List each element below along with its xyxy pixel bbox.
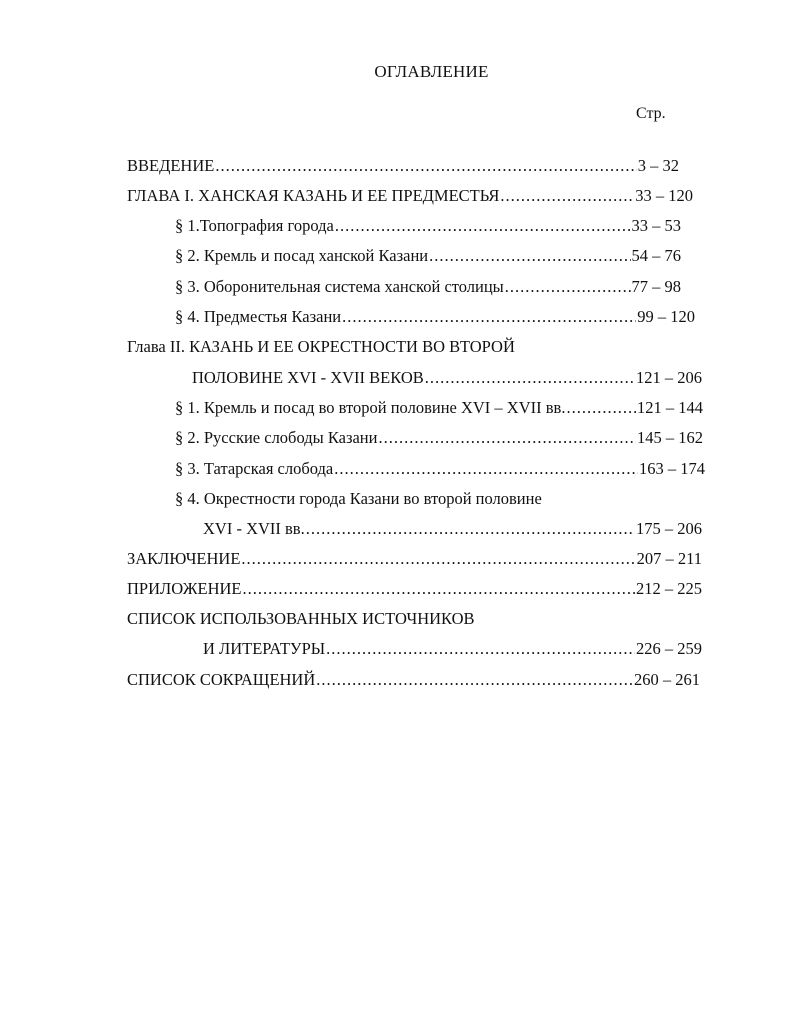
leader-dots bbox=[316, 670, 633, 690]
toc-entry-label: ПРИЛОЖЕНИЕ bbox=[127, 579, 242, 598]
leader-dots bbox=[241, 549, 635, 569]
toc-entry-label: ГЛАВА I. ХАНСКАЯ КАЗАНЬ И ЕЕ ПРЕДМЕСТЬЯ bbox=[127, 186, 500, 205]
toc-entry-abbreviations bbox=[127, 670, 700, 690]
toc-entry-sources-line-2 bbox=[203, 639, 702, 659]
leader-dots bbox=[378, 428, 636, 448]
toc-entry-label: ЗАКЛЮЧЕНИЕ bbox=[127, 549, 241, 568]
toc-entry-label: § 1. Кремль и посад во второй половине XVI – XVII вв. bbox=[175, 398, 566, 417]
toc-entry-ch2-section-4-line-1: § 4. Окрестности города Казани во второй половине bbox=[175, 489, 542, 508]
leader-dots bbox=[326, 639, 635, 659]
leader-dots bbox=[342, 307, 636, 327]
toc-entry-label: ВВЕДЕНИЕ bbox=[127, 156, 215, 175]
toc-entry-label: § 3. Татарская слобода bbox=[175, 459, 334, 478]
toc-entry-sources-line-1: СПИСОК ИСПОЛЬЗОВАННЫХ ИСТОЧНИКОВ bbox=[127, 609, 475, 628]
toc-entry-introduction bbox=[127, 156, 679, 176]
toc-entry-label: § 2. Русские слободы Казани bbox=[175, 428, 378, 447]
leader-dots bbox=[425, 368, 635, 388]
toc-entry-label: § 2. Кремль и посад ханской Казани bbox=[175, 246, 429, 265]
toc-entry-pages: 175 – 206 bbox=[636, 519, 702, 538]
leader-dots bbox=[500, 186, 634, 206]
toc-entry-pages: 77 – 98 bbox=[631, 277, 681, 296]
toc-entry-label: И ЛИТЕРАТУРЫ bbox=[203, 639, 326, 658]
toc-entry-appendix bbox=[127, 579, 702, 599]
leader-dots bbox=[334, 459, 638, 479]
toc-entry-ch2-section-4-line-2 bbox=[203, 519, 702, 539]
leader-dots bbox=[306, 519, 635, 539]
toc-entry-pages: 33 – 53 bbox=[631, 216, 681, 235]
toc-title: ОГЛАВЛЕНИЕ bbox=[374, 62, 489, 81]
toc-entry-pages: 207 – 211 bbox=[636, 549, 702, 568]
toc-entry-ch1-section-2 bbox=[175, 246, 681, 266]
toc-entry-chapter-2-line-2 bbox=[192, 368, 702, 388]
toc-entry-ch1-section-4 bbox=[175, 307, 695, 327]
toc-entry-label: СПИСОК СОКРАЩЕНИЙ bbox=[127, 670, 316, 689]
toc-entry-conclusion bbox=[127, 549, 702, 569]
page-column-label: Стр. bbox=[636, 105, 666, 122]
toc-entry-ch2-section-3 bbox=[175, 459, 705, 479]
toc-entry-pages: 212 – 225 bbox=[636, 579, 702, 598]
toc-entry-label: XVI - XVII вв. bbox=[203, 519, 305, 538]
toc-entry-pages: 163 – 174 bbox=[639, 459, 705, 478]
toc-entry-ch1-section-1 bbox=[175, 216, 681, 236]
toc-entry-pages: 3 – 32 bbox=[637, 156, 679, 175]
toc-entry-chapter-1 bbox=[127, 186, 693, 206]
toc-entry-pages: 33 – 120 bbox=[635, 186, 693, 205]
toc-entry-label: § 3. Оборонительная система ханской столицы bbox=[175, 277, 504, 296]
leader-dots bbox=[215, 156, 636, 176]
toc-entry-pages: 121 – 144 bbox=[637, 398, 703, 417]
toc-entry-pages: 145 – 162 bbox=[637, 428, 703, 447]
leader-dots bbox=[429, 246, 630, 266]
toc-entry-pages: 54 – 76 bbox=[631, 246, 681, 265]
toc-entry-label: § 1.Топография города bbox=[175, 216, 334, 235]
toc-entry-pages: 99 – 120 bbox=[637, 307, 695, 326]
toc-entry-ch1-section-3 bbox=[175, 277, 681, 297]
toc-entry-pages: 121 – 206 bbox=[636, 368, 702, 387]
leader-dots bbox=[566, 398, 636, 418]
leader-dots bbox=[242, 579, 635, 599]
toc-entry-ch2-section-2 bbox=[175, 428, 703, 448]
toc-entry-label: ПОЛОВИНЕ XVI - XVII ВЕКОВ bbox=[192, 368, 424, 387]
toc-entry-chapter-2-line-1: Глава II. КАЗАНЬ И ЕЕ ОКРЕСТНОСТИ ВО ВТОРОЙ bbox=[127, 337, 515, 356]
toc-entry-pages: 260 – 261 bbox=[634, 670, 700, 689]
leader-dots bbox=[505, 277, 631, 297]
toc-entry-ch2-section-1 bbox=[175, 398, 703, 418]
leader-dots bbox=[335, 216, 631, 236]
toc-entry-label: § 4. Предместья Казани bbox=[175, 307, 342, 326]
toc-entry-pages: 226 – 259 bbox=[636, 639, 702, 658]
